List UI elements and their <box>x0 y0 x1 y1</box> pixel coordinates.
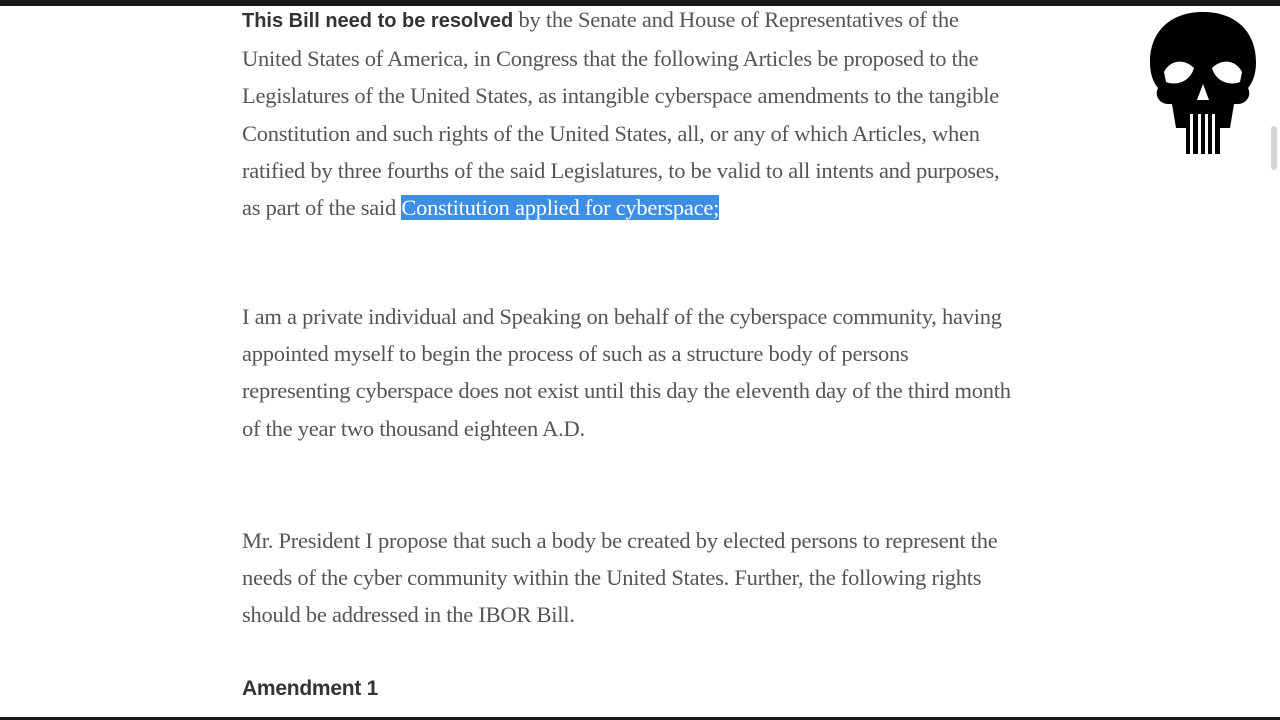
amendment-heading: Amendment 1 <box>242 677 379 700</box>
paragraph-private-individual: I am a private individual and Speaking on behalf of the cyberspace community, having appointed myself to begin the process of such as a structure body of persons representing cyberspace does not exist until this day the eleventh day of the third month of the year two thousand eighteen A.D. <box>242 304 1011 441</box>
paragraph-resolution <box>242 1 1022 226</box>
selected-text[interactable]: Constitution applied for cyberspace; <box>401 195 720 221</box>
paragraph-proposal: Mr. President I propose that such a body be created by elected persons to represent the needs of the cyber community within the United States. Further, the following rights should be addressed in the IBOR Bill. <box>242 528 998 628</box>
paragraph-lead-text: This Bill need to be resolved <box>242 10 514 32</box>
paragraph-body-text: by the Senate and House of Representatives of the United States of America, in Congress that the following Articles be proposed to the Legislatures of the United States, as intangible cyberspace amendments to the tangible Constitution and such rights of the United States, all, or any of which Articles, when ratified by three fourths of the said Legislatures, to be valid to all intents and purposes, as part of the said <box>242 7 1000 221</box>
skull-logo-icon <box>1146 10 1260 156</box>
scrollbar-thumb[interactable] <box>1271 126 1277 170</box>
vertical-scrollbar[interactable] <box>1268 6 1280 717</box>
